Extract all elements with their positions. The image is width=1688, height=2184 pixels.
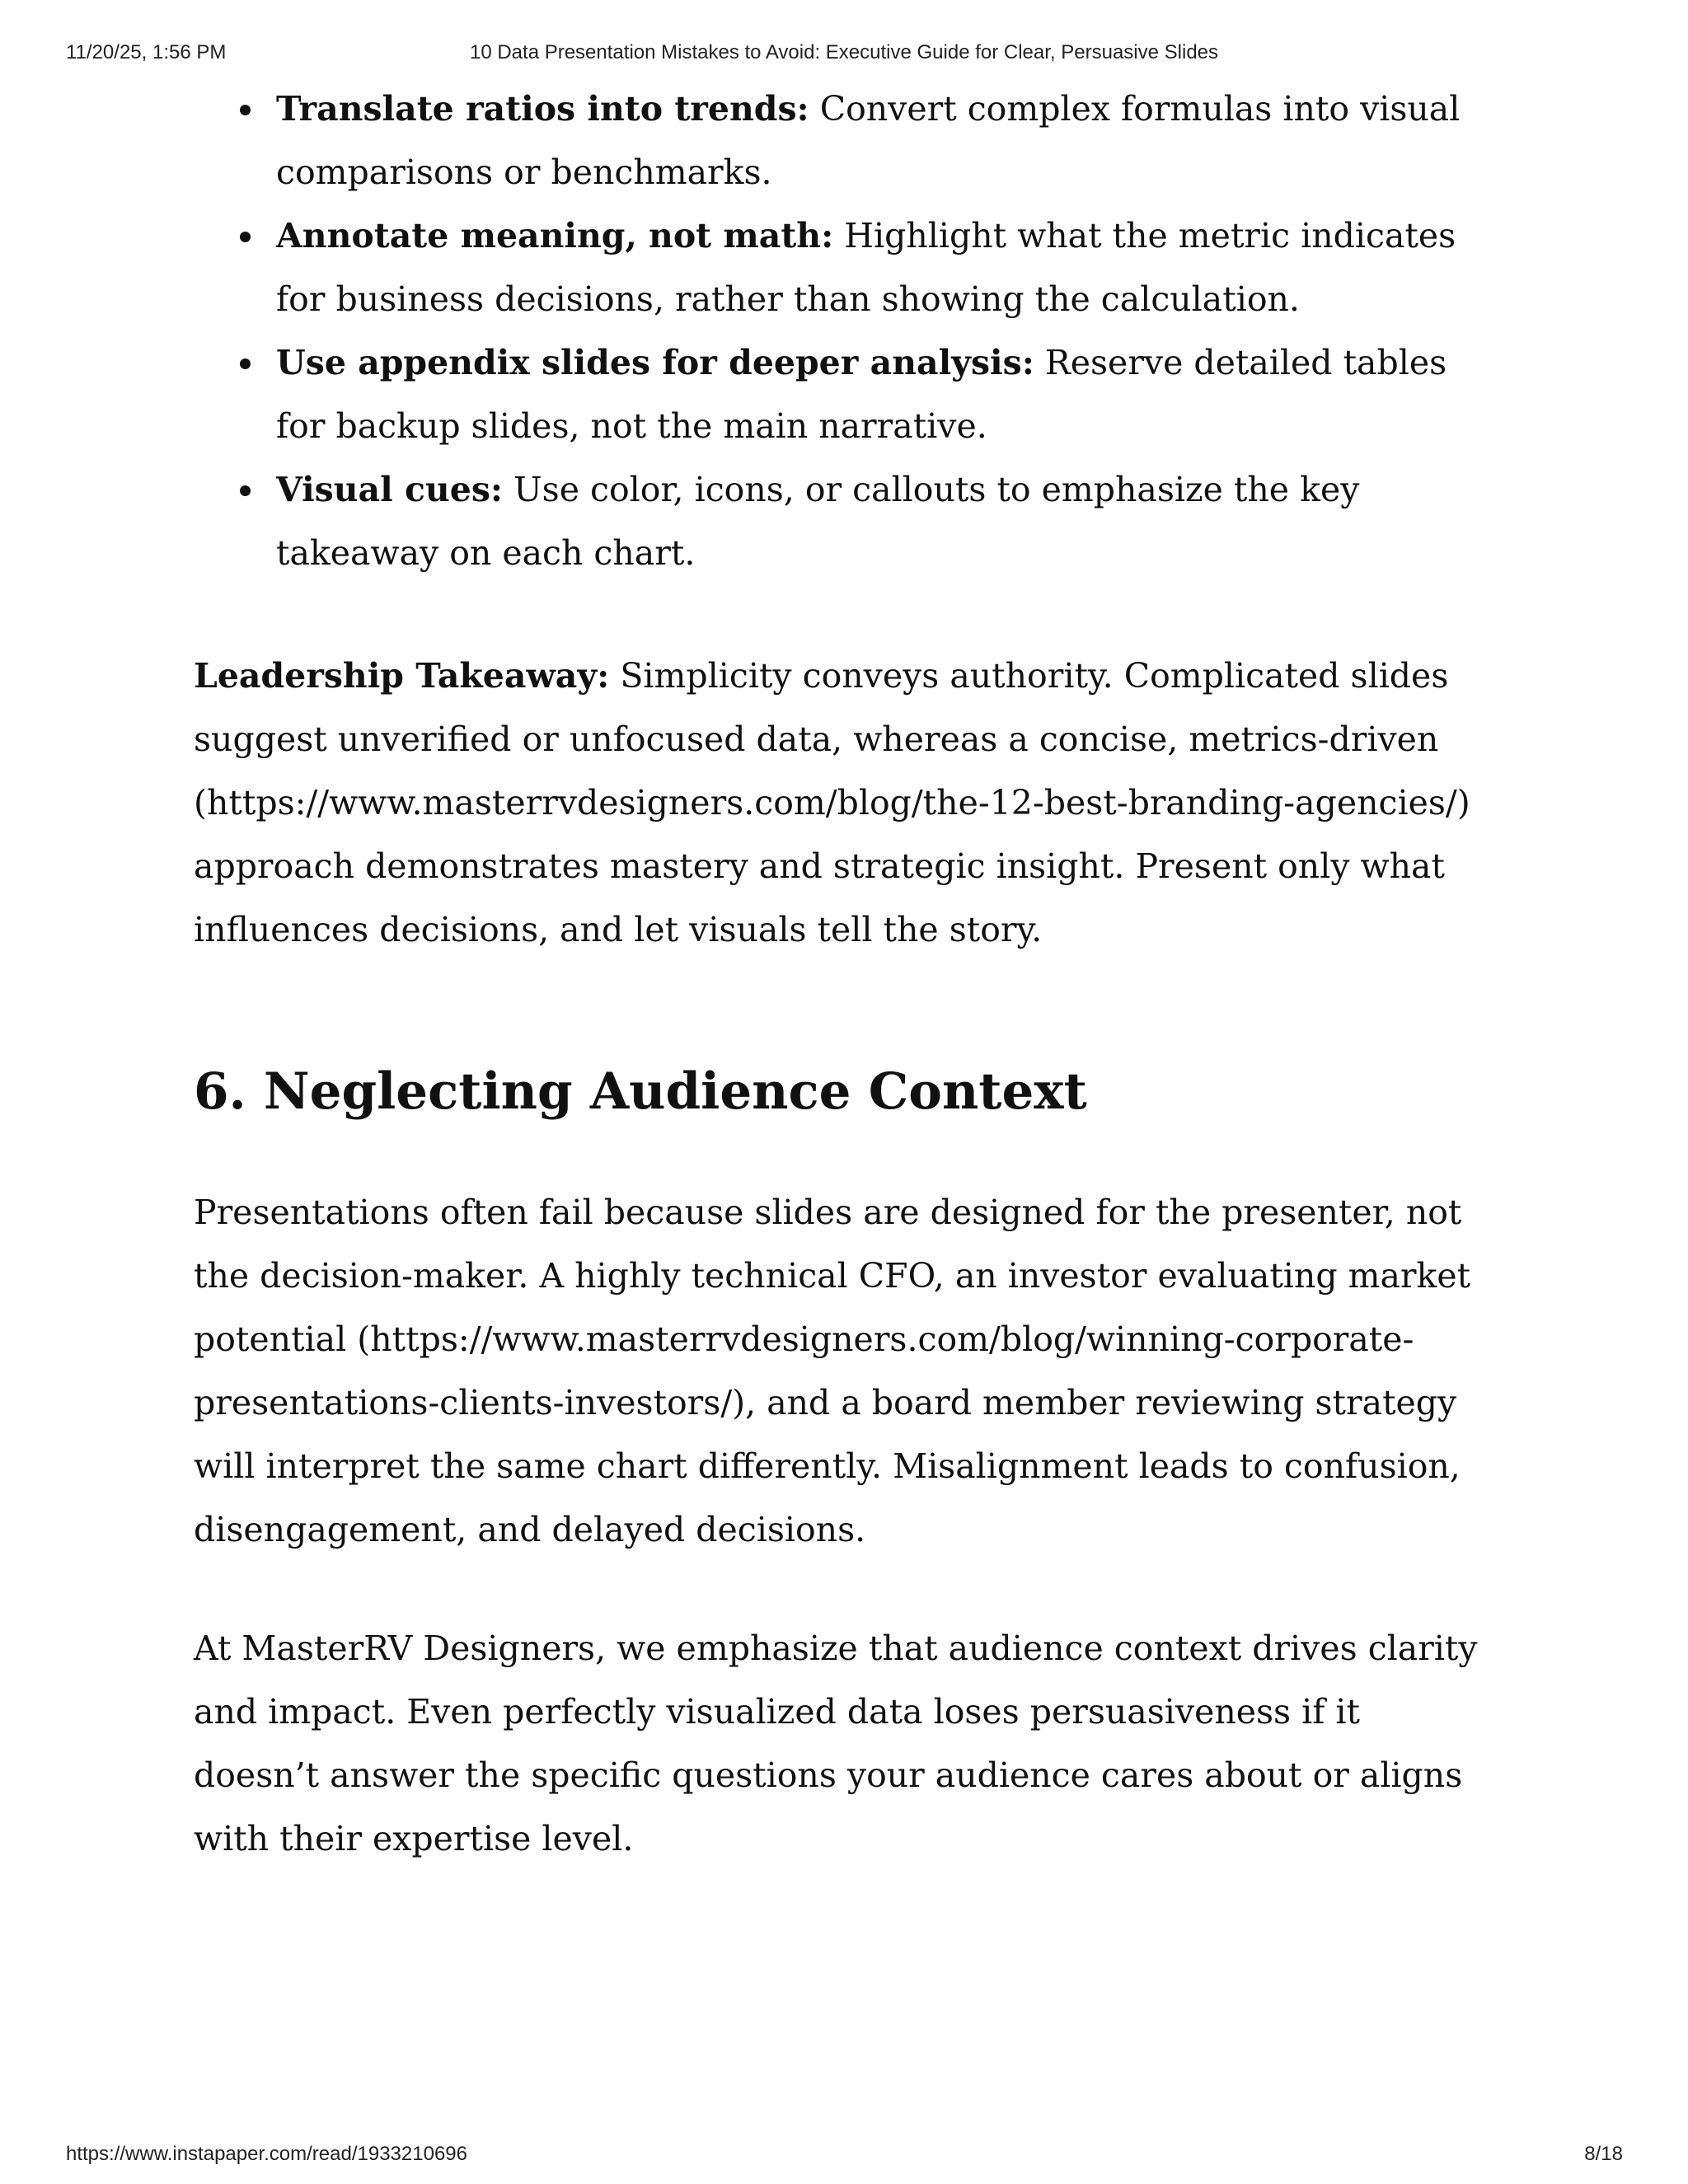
bullet-lead: Translate ratios into trends: [276, 89, 809, 129]
bullet-lead: Annotate meaning, not math: [276, 216, 834, 255]
list-item [194, 77, 1496, 204]
bullet-text: Highlight what the metric indicates for business decisions, rather than showing the calculation. [276, 216, 1456, 319]
list-item [194, 331, 1496, 458]
takeaway-lead: Leadership Takeaway: [194, 656, 610, 696]
bullet-icon [240, 105, 251, 115]
article-body [194, 77, 1496, 1871]
bullet-icon [240, 359, 251, 369]
bullet-text: Convert complex formulas into visual comparisons or benchmarks. [276, 89, 1461, 192]
takeaway-text: Simplicity conveys authority. Complicated slides suggest unverified or unfocused data, whereas a concise, metrics-driven (https://www.masterrvdesigners.com/blog/the-12-best-branding-agencies/) approach demonstrates mastery and strategic insight. Present only what influences decisions, and let visuals tell the story. [194, 656, 1470, 949]
bullet-text: Reserve detailed tables for backup slides, not the main narrative. [276, 343, 1447, 446]
bullet-icon [240, 232, 251, 242]
list-item [194, 458, 1496, 585]
bullet-icon [240, 485, 251, 496]
print-footer [0, 2143, 1688, 2171]
leadership-takeaway [194, 644, 1496, 962]
section-paragraph: At MasterRV Designers, we emphasize that audience context drives clarity and impact. Even perfectly visualized data loses persuasiveness if it doesn’t answer the specific questions your audience cares about or aligns with their expertise level. [194, 1629, 1478, 1858]
page-number: 8/18 [1584, 2143, 1623, 2165]
print-page-title: 10 Data Presentation Mistakes to Avoid: Executive Guide for Clear, Persuasive Slides [469, 41, 1219, 63]
bullet-lead: Use appendix slides for deeper analysis: [276, 343, 1034, 382]
print-datetime: 11/20/25, 1:56 PM [66, 41, 227, 63]
section-paragraph: Presentations often fail because slides are designed for the presenter, not the decision-maker. A highly technical CFO, an investor evaluating market potential (https://www.masterrvdesigners.com/blog/winning-corporate-presentations-clients-investors/), and a board member reviewing strategy will interpret the same chart differently. Misalignment leads to confusion, disengagement, and delayed decisions. [194, 1193, 1471, 1549]
list-item [194, 204, 1496, 331]
bullet-text: Use color, icons, or callouts to emphasize the key takeaway on each chart. [276, 470, 1360, 573]
print-header [0, 41, 1688, 69]
bullet-list [194, 77, 1496, 585]
bullet-lead: Visual cues: [276, 470, 504, 509]
section-heading: 6. Neglecting Audience Context [194, 1062, 1087, 1121]
print-url: https://www.instapaper.com/read/1933210696 [66, 2143, 467, 2165]
